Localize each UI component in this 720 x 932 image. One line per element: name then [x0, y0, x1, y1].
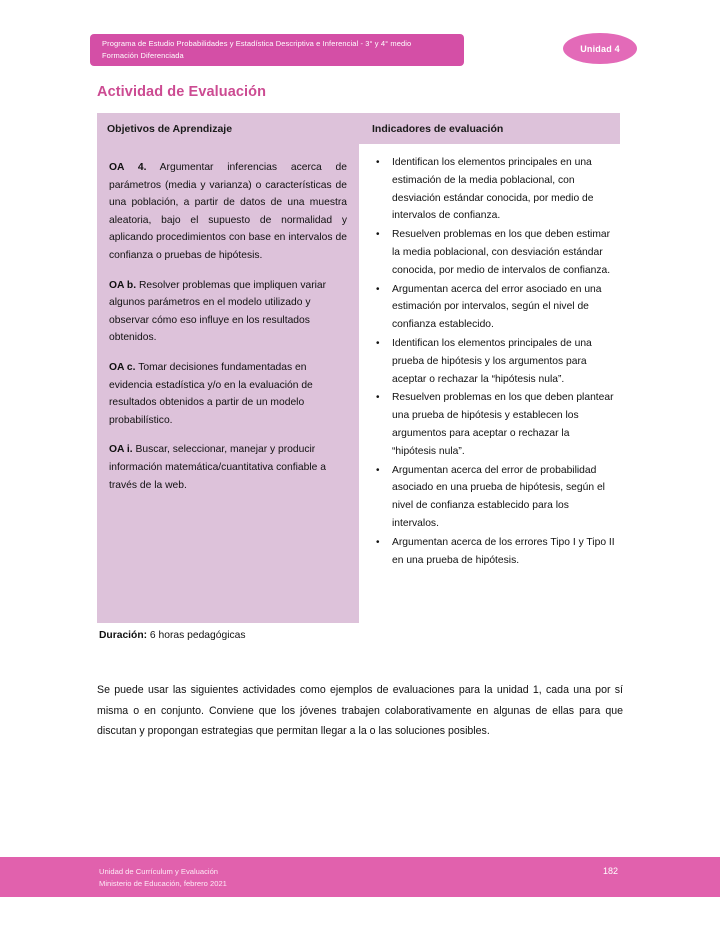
bullet-icon: •	[376, 392, 380, 404]
duration-label: Duración:	[99, 630, 148, 641]
objetivo-text: Buscar, seleccionar, manejar y producir información matemática/cuantitativa confiable a través de la web.	[109, 444, 326, 491]
objetivo-text: Argumentar inferencias acerca de parámetros (media y varianza) o características de una población, a partir de datos de una muestra aleatoria, bajo el supuesto de normalidad y aplicando procedimientos con base en intervalos de confianza o pruebas de hipótesis.	[109, 162, 348, 261]
header-line-1: Programa de Estudio Probabilidades y Estadística Descriptiva e Inferencial - 3° y 4° medio	[102, 39, 412, 48]
list-item	[365, 462, 616, 533]
cell-indicadores	[359, 144, 620, 580]
column-header-indicadores: Indicadores de evaluación	[372, 122, 504, 135]
indicador-text: Resuelven problemas en los que deben estimar la media poblacional, con desviación estándar conocida, por medio de intervalos de confianza.	[392, 229, 611, 276]
bullet-icon: •	[376, 536, 380, 548]
list-item	[365, 389, 616, 460]
table-header-row	[97, 113, 620, 144]
objetivo-item	[109, 359, 347, 429]
indicadores-list	[365, 154, 616, 569]
bullet-icon: •	[376, 464, 380, 476]
objetivo-item	[109, 159, 347, 265]
footer-line-2: Ministerio de Educación, febrero 2021	[99, 878, 227, 888]
indicador-text: Resuelven problemas en los que deben plantear una prueba de hipótesis y establecen los argumentos para aceptar o rechazar la “hipótesis nula”.	[392, 392, 614, 457]
list-item	[365, 534, 616, 570]
document-header-band	[90, 34, 464, 66]
objetivo-lead: OA c.	[109, 361, 136, 373]
list-item	[365, 281, 616, 334]
objetivo-item	[109, 441, 347, 494]
body-paragraph: Se puede usar las siguientes actividades como ejemplos de evaluaciones para la unidad 1, cada una por sí misma o en conjunto. Conviene que los jóvenes trabajen colaborativamente en algunas de ellas para que discutan y propongan estrategias que permitan llegar a la o las soluciones posibles.	[97, 684, 623, 737]
objetivo-lead: OA i.	[109, 444, 133, 456]
objectives-indicators-table	[97, 113, 620, 623]
objetivo-lead: OA b.	[109, 279, 137, 291]
list-item	[365, 226, 616, 279]
bullet-icon: •	[376, 337, 380, 349]
list-item	[365, 335, 616, 388]
cell-objetivos	[97, 144, 359, 623]
unit-badge: Unidad 4	[563, 33, 637, 64]
indicador-text: Argumentan acerca de los errores Tipo I y Tipo II en una prueba de hipótesis.	[392, 536, 615, 566]
list-item	[365, 154, 616, 225]
indicador-text: Argumentan acerca del error asociado en una estimación por intervalos, según el nivel de confianza establecido.	[392, 283, 602, 331]
objetivo-text: Resolver problemas que impliquen variar algunos parámetros en el modelo utilizado y observar cómo eso influye en los resultados obtenidos.	[109, 279, 327, 344]
duration-value: 6 horas pedagógicas	[147, 630, 246, 641]
indicador-text: Identifican los elementos principales de una prueba de hipótesis y los argumentos para aceptar o rechazar la “hipótesis nula”.	[392, 337, 592, 385]
footer-line-1: Unidad de Currículum y Evaluación	[99, 867, 219, 876]
indicador-text: Identifican los elementos principales en una estimación de la media poblacional, con desviación estándar conocida, por medio de intervalos de confianza.	[392, 157, 594, 222]
bullet-icon: •	[376, 229, 380, 241]
objetivo-lead: OA 4.	[109, 162, 147, 173]
page-number: 182	[603, 866, 619, 876]
header-line-2: Formación Diferenciada	[102, 50, 184, 60]
bullet-icon: •	[376, 157, 380, 168]
objetivo-item	[109, 277, 347, 347]
duration-line	[99, 630, 246, 641]
footer-text	[99, 866, 227, 889]
page-title: Actividad de Evaluación	[97, 84, 267, 100]
bullet-icon: •	[376, 283, 380, 295]
column-header-objetivos: Objetivos de Aprendizaje	[107, 122, 233, 135]
objetivo-text: Tomar decisiones fundamentadas en evidencia estadística y/o en la evaluación de resultados obtenidos a partir de un modelo probabilístico.	[109, 361, 313, 426]
table-body-row	[97, 144, 620, 623]
indicador-text: Argumentan acerca del error de probabilidad asociado en una prueba de hipótesis, según el nivel de confianza establecido para los intervalos.	[392, 464, 605, 529]
